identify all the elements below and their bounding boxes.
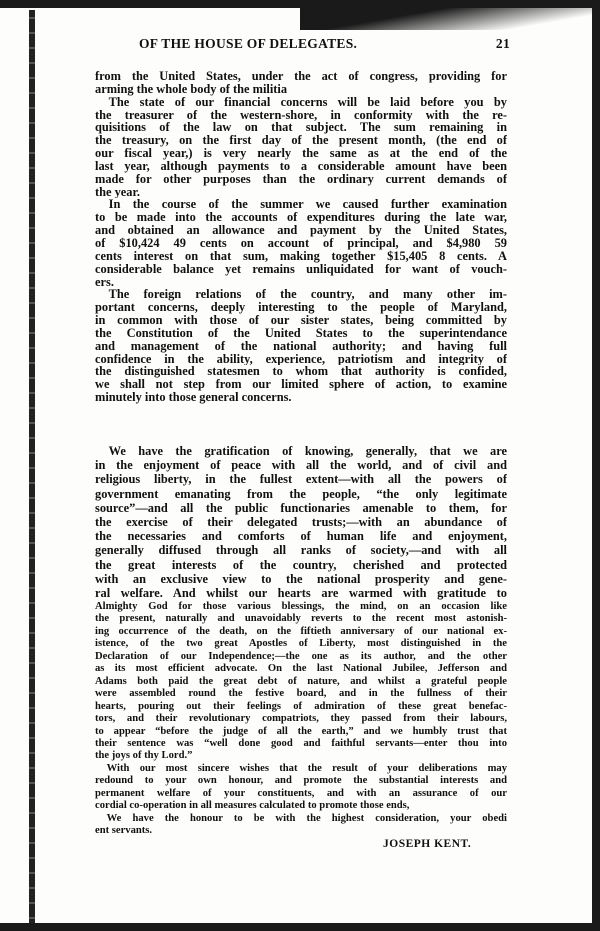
text-block-gratification: [95, 444, 507, 600]
text-line: istence, of the two great Apostles of Liberty, most distinguished in the: [95, 638, 507, 650]
text-line: the present, naturally and unavoidably reverts to the recent most astonish-: [95, 613, 507, 625]
text-line: In the course of the summer we caused further examination: [108, 198, 507, 212]
text-line: the year.: [95, 185, 140, 199]
text-line: minutely into those general concerns.: [95, 391, 292, 404]
text-line: in common with those of our sister states, being committed by: [95, 314, 507, 327]
text-line: ing occurrence of the death, on the fiftieth anniversary of our national ex-: [95, 625, 507, 637]
text-line: We have the honour to be with the highest consideration, your obedi: [106, 812, 507, 824]
text-line: Almighty God for those various blessings, the mind, on an occasion like: [95, 601, 507, 612]
text-line: the great interests of the country, cherished and protected: [95, 557, 507, 572]
text-line: made for other purposes than the ordinary current demands of: [95, 172, 507, 186]
text-line: our fiscal year,) is very nearly the same as at the end of the: [95, 147, 507, 160]
text-line: we shall not step from our limited sphere of action, to examine: [95, 378, 507, 392]
text-line: the distinguished statesmen to whom that authority is confided,: [95, 365, 507, 379]
text-line: hearts, pouring out their feelings of admiration of these great benefac-: [95, 700, 507, 712]
text-line: of $10,424 49 cents on account of principal, and $4,980 59: [95, 236, 507, 250]
text-line: Declaration of our Independence;—the one as its author, and the other: [95, 650, 507, 662]
text-line: portant concerns, deeply interesting to the people of Maryland,: [95, 301, 507, 315]
text-line: quisitions of the law on that subject. The sum remaining in: [95, 121, 507, 135]
text-line: the treasury, on the first day of the present month, (the end of: [95, 134, 507, 148]
text-line: and management of the national authority; and having full: [95, 339, 507, 353]
text-line: tors, and their revolutionary compatriots, they passed from their labours,: [95, 713, 507, 725]
text-line: ent servants.: [95, 825, 153, 837]
text-line: and obtained an allowance and payment by the United States,: [95, 224, 507, 237]
text-line: permanent welfare of your constituents, and with an assurance of our: [95, 787, 507, 799]
text-line: to appear “before the judge of all the earth,” and we humbly trust that: [95, 725, 507, 737]
text-line: confidence in the ability, experience, patriotism and integrity of: [95, 352, 507, 366]
signature: JOSEPH KENT.: [383, 838, 472, 850]
text-line: The foreign relations of the country, and many other im-: [108, 288, 507, 302]
text-line: cents interest on that sum, making together $15,405 8 cents. A: [95, 249, 507, 263]
text-line: Adams both paid the great debt of nature, and whilst a grateful people: [95, 675, 507, 687]
running-header: [95, 36, 510, 52]
text-line: with an exclusive view to the national prosperity and gene-: [95, 571, 507, 586]
running-title: OF THE HOUSE OF DELEGATES.: [139, 36, 358, 51]
text-line: The state of our financial concerns will be laid before you by: [108, 95, 507, 109]
text-block-jubilee-closing: [95, 601, 507, 838]
text-line: ral welfare. And whilst our hearts are warmed with gratitude to: [95, 586, 507, 601]
text-line: from the United States, under the act of congress, providing for: [95, 70, 507, 83]
text-line: in the enjoyment of peace with all the world, and of civil and: [95, 458, 507, 473]
text-line: the necessaries and comforts of human life and enjoyment,: [95, 529, 507, 544]
text-line: last year, although payments to a considerable amount have been: [95, 159, 507, 173]
text-line: With our most sincere wishes that the result of your deliberations may: [106, 762, 507, 774]
text-line: ers.: [95, 275, 114, 289]
text-line: the joys of thy Lord.”: [95, 750, 193, 762]
text-line: considerable balance yet remains unliquidated for want of vouch-: [95, 262, 507, 276]
page-number: 21: [495, 36, 510, 51]
text-line: the treasurer of the western-shore, in conformity with the re-: [95, 108, 507, 122]
text-line: source”—and all the public functionaries amenable to them, for: [95, 500, 507, 515]
text-line: the Constitution of the United States to the superintendance: [95, 326, 507, 340]
text-line: We have the gratification of knowing, generally, that we are: [108, 444, 507, 458]
text-line: redound to your own honour, and promote the substantial interests and: [95, 775, 507, 787]
text-line: the exercise of their delegated trusts;—with an abundance of: [95, 515, 507, 530]
text-line: religious liberty, in the fullest extent—with all the powers of: [95, 472, 507, 487]
text-line: to be made into the accounts of expenditures during the late war,: [95, 211, 507, 225]
text-line: arming the whole body of the militia: [95, 82, 288, 96]
torn-corner: [300, 8, 592, 30]
text-line: as its most efficient advocate. On the last National Jubilee, Jefferson and: [95, 663, 507, 675]
text-line: cordial co-operation in all measures calculated to promote those ends,: [95, 800, 410, 812]
text-line: were assembled round the festive board, and in the fullness of their: [95, 688, 507, 700]
page-binding-edge: [29, 10, 35, 923]
text-block-finances-foreign: [95, 70, 507, 404]
text-line: government emanating from the people, “the only legitimate: [95, 486, 507, 501]
text-line: generally diffused through all ranks of society,—and with all: [95, 543, 507, 558]
text-line: their sentence was “well done good and faithful servants—enter thou into: [95, 737, 507, 749]
